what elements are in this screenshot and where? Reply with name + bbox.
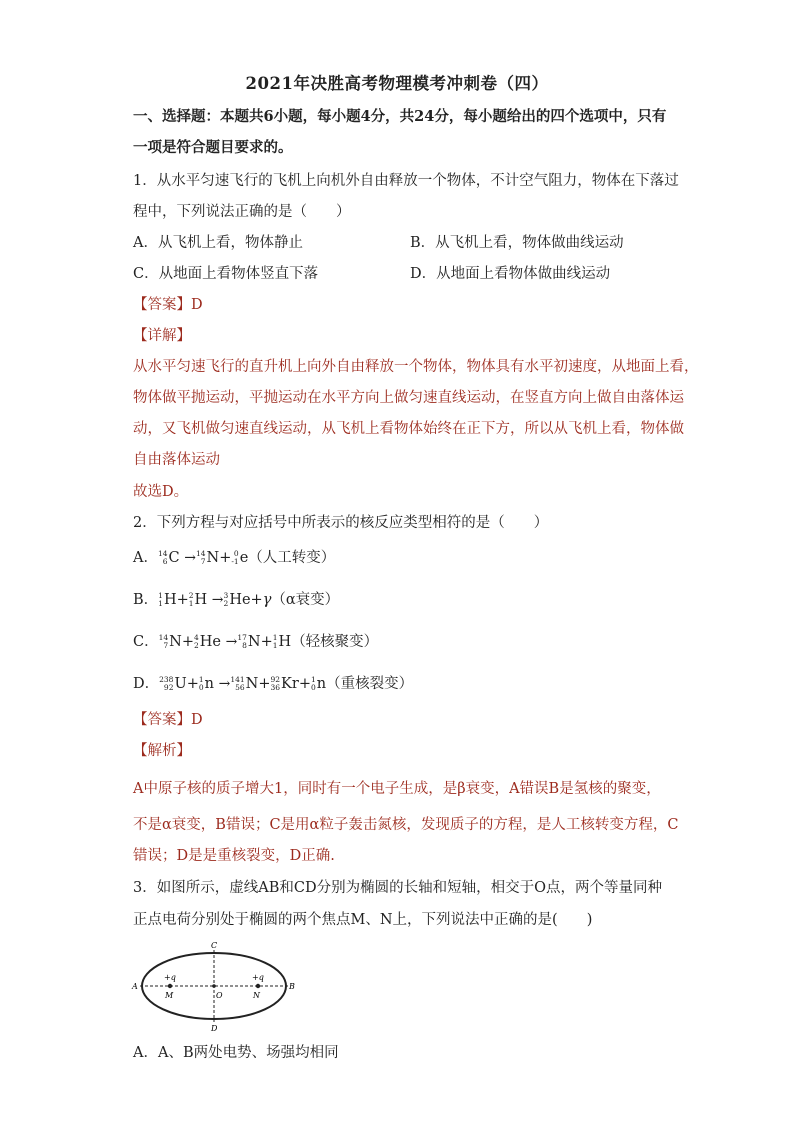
q1-detail-line2: 物体做平抛运动，平抛运动在水平方向上做匀速直线运动，在竖直方向上做自由落体运: [133, 390, 684, 406]
q2-option-c-equation: 14 7 N+ 4 2 He → 17 8 N+ 1 1 H: [158, 633, 292, 650]
q2-option-a: [133, 548, 335, 568]
q1-stem-line2: 程中，下列说法正确的是（ ）: [133, 204, 351, 220]
q3-stem-line1: 3．如图所示，虚线AB和CD分别为椭圆的长轴和短轴，相交于O点，两个等量同种: [133, 880, 662, 896]
q2-option-b-label: B．: [133, 592, 159, 608]
label-d: D: [211, 1024, 218, 1032]
q2-answer: 【答案】D: [133, 712, 203, 728]
label-b: B: [289, 982, 295, 991]
q1-detail-line4: 自由落体运动: [133, 452, 220, 468]
q2-option-b: [133, 590, 339, 610]
center-o-dot: [212, 984, 216, 988]
q1-detail-label: 【详解】: [133, 328, 191, 344]
label-n: N: [253, 991, 260, 1000]
q2-analysis-label: 【解析】: [133, 743, 191, 759]
q3-option-a: A．A、B两处电势、场强均相同: [133, 1045, 339, 1061]
q3-stem-line2: 正点电荷分别处于椭圆的两个焦点M、N上，下列说法中正确的是( ): [133, 912, 593, 928]
q1-stem-line1: 1．从水平匀速飞行的飞机上向机外自由释放一个物体，不计空气阻力，物体在下落过: [133, 173, 679, 189]
q1-option-a: A．从飞机上看，物体静止: [133, 235, 303, 251]
q1-conclusion: 故选D。: [133, 484, 189, 500]
section-heading-line2: 一项是符合题目要求的。: [133, 139, 293, 156]
label-a: A: [132, 982, 138, 991]
q1-answer: 【答案】D: [133, 297, 203, 313]
section-heading-line1: 一、选择题：本题共6小题，每小题4分，共24分，每小题给出的四个选项中，只有: [133, 108, 667, 125]
q2-option-a-note: （人工转变）: [248, 550, 336, 566]
charge-left-label: +q: [164, 973, 176, 982]
q2-option-d-label: D．: [133, 676, 160, 692]
q2-option-c: [133, 632, 378, 652]
q2-stem: 2．下列方程与对应括号中所表示的核反应类型相符的是（ ）: [133, 515, 549, 531]
q1-detail-line1: 从水平匀速飞行的直升机上向外自由释放一个物体，物体具有水平初速度，从地面上看，: [133, 359, 699, 375]
q2-option-b-note: （α衰变）: [271, 592, 340, 608]
q2-option-d: [133, 674, 413, 694]
ellipse-figure: [128, 940, 298, 1032]
label-m: M: [165, 991, 174, 1000]
q2-analysis-line2: 不是α衰变，B错误；C是用α粒子轰击氮核，发现质子的方程，是人工核转变方程，C: [133, 817, 679, 833]
label-o: O: [216, 991, 223, 1000]
q2-option-a-equation: 14 6 C → 14 7 N+ 0 -1 e: [157, 549, 249, 566]
q1-option-b: B．从飞机上看，物体做曲线运动: [410, 235, 624, 251]
q1-option-d: D．从地面上看物体做曲线运动: [410, 266, 611, 282]
q2-option-d-equation: 238 92 U+ 1 0 n → 141 56 N+ 92 36 Kr+ 1 0 n: [159, 675, 327, 692]
q2-option-c-note: （轻核聚变）: [291, 634, 379, 650]
q2-option-b-equation: 1 1 H+ 2 1 H → 3 2 He+γ: [158, 591, 272, 608]
q2-analysis-line3: 错误；D是是重核裂变，D正确.: [133, 848, 335, 864]
q2-option-d-note: （重核裂变）: [326, 676, 414, 692]
q1-detail-line3: 动，又飞机做匀速直线运动，从飞机上看物体始终在正下方，所以从飞机上看，物体做: [133, 421, 684, 437]
q2-analysis-line1: A中原子核的质子增大1，同时有一个电子生成，是β衰变，A错误B是氢核的聚变，: [133, 781, 661, 797]
page-title: 2021年决胜高考物理模考冲刺卷（四）: [245, 74, 549, 93]
charge-right-label: +q: [252, 973, 264, 982]
charge-m-dot: [168, 984, 172, 988]
q2-option-a-label: A．: [133, 550, 158, 566]
q1-option-c: C．从地面上看物体竖直下落: [133, 266, 319, 282]
q2-option-c-label: C．: [133, 634, 159, 650]
label-c: C: [211, 941, 218, 950]
charge-n-dot: [256, 984, 260, 988]
